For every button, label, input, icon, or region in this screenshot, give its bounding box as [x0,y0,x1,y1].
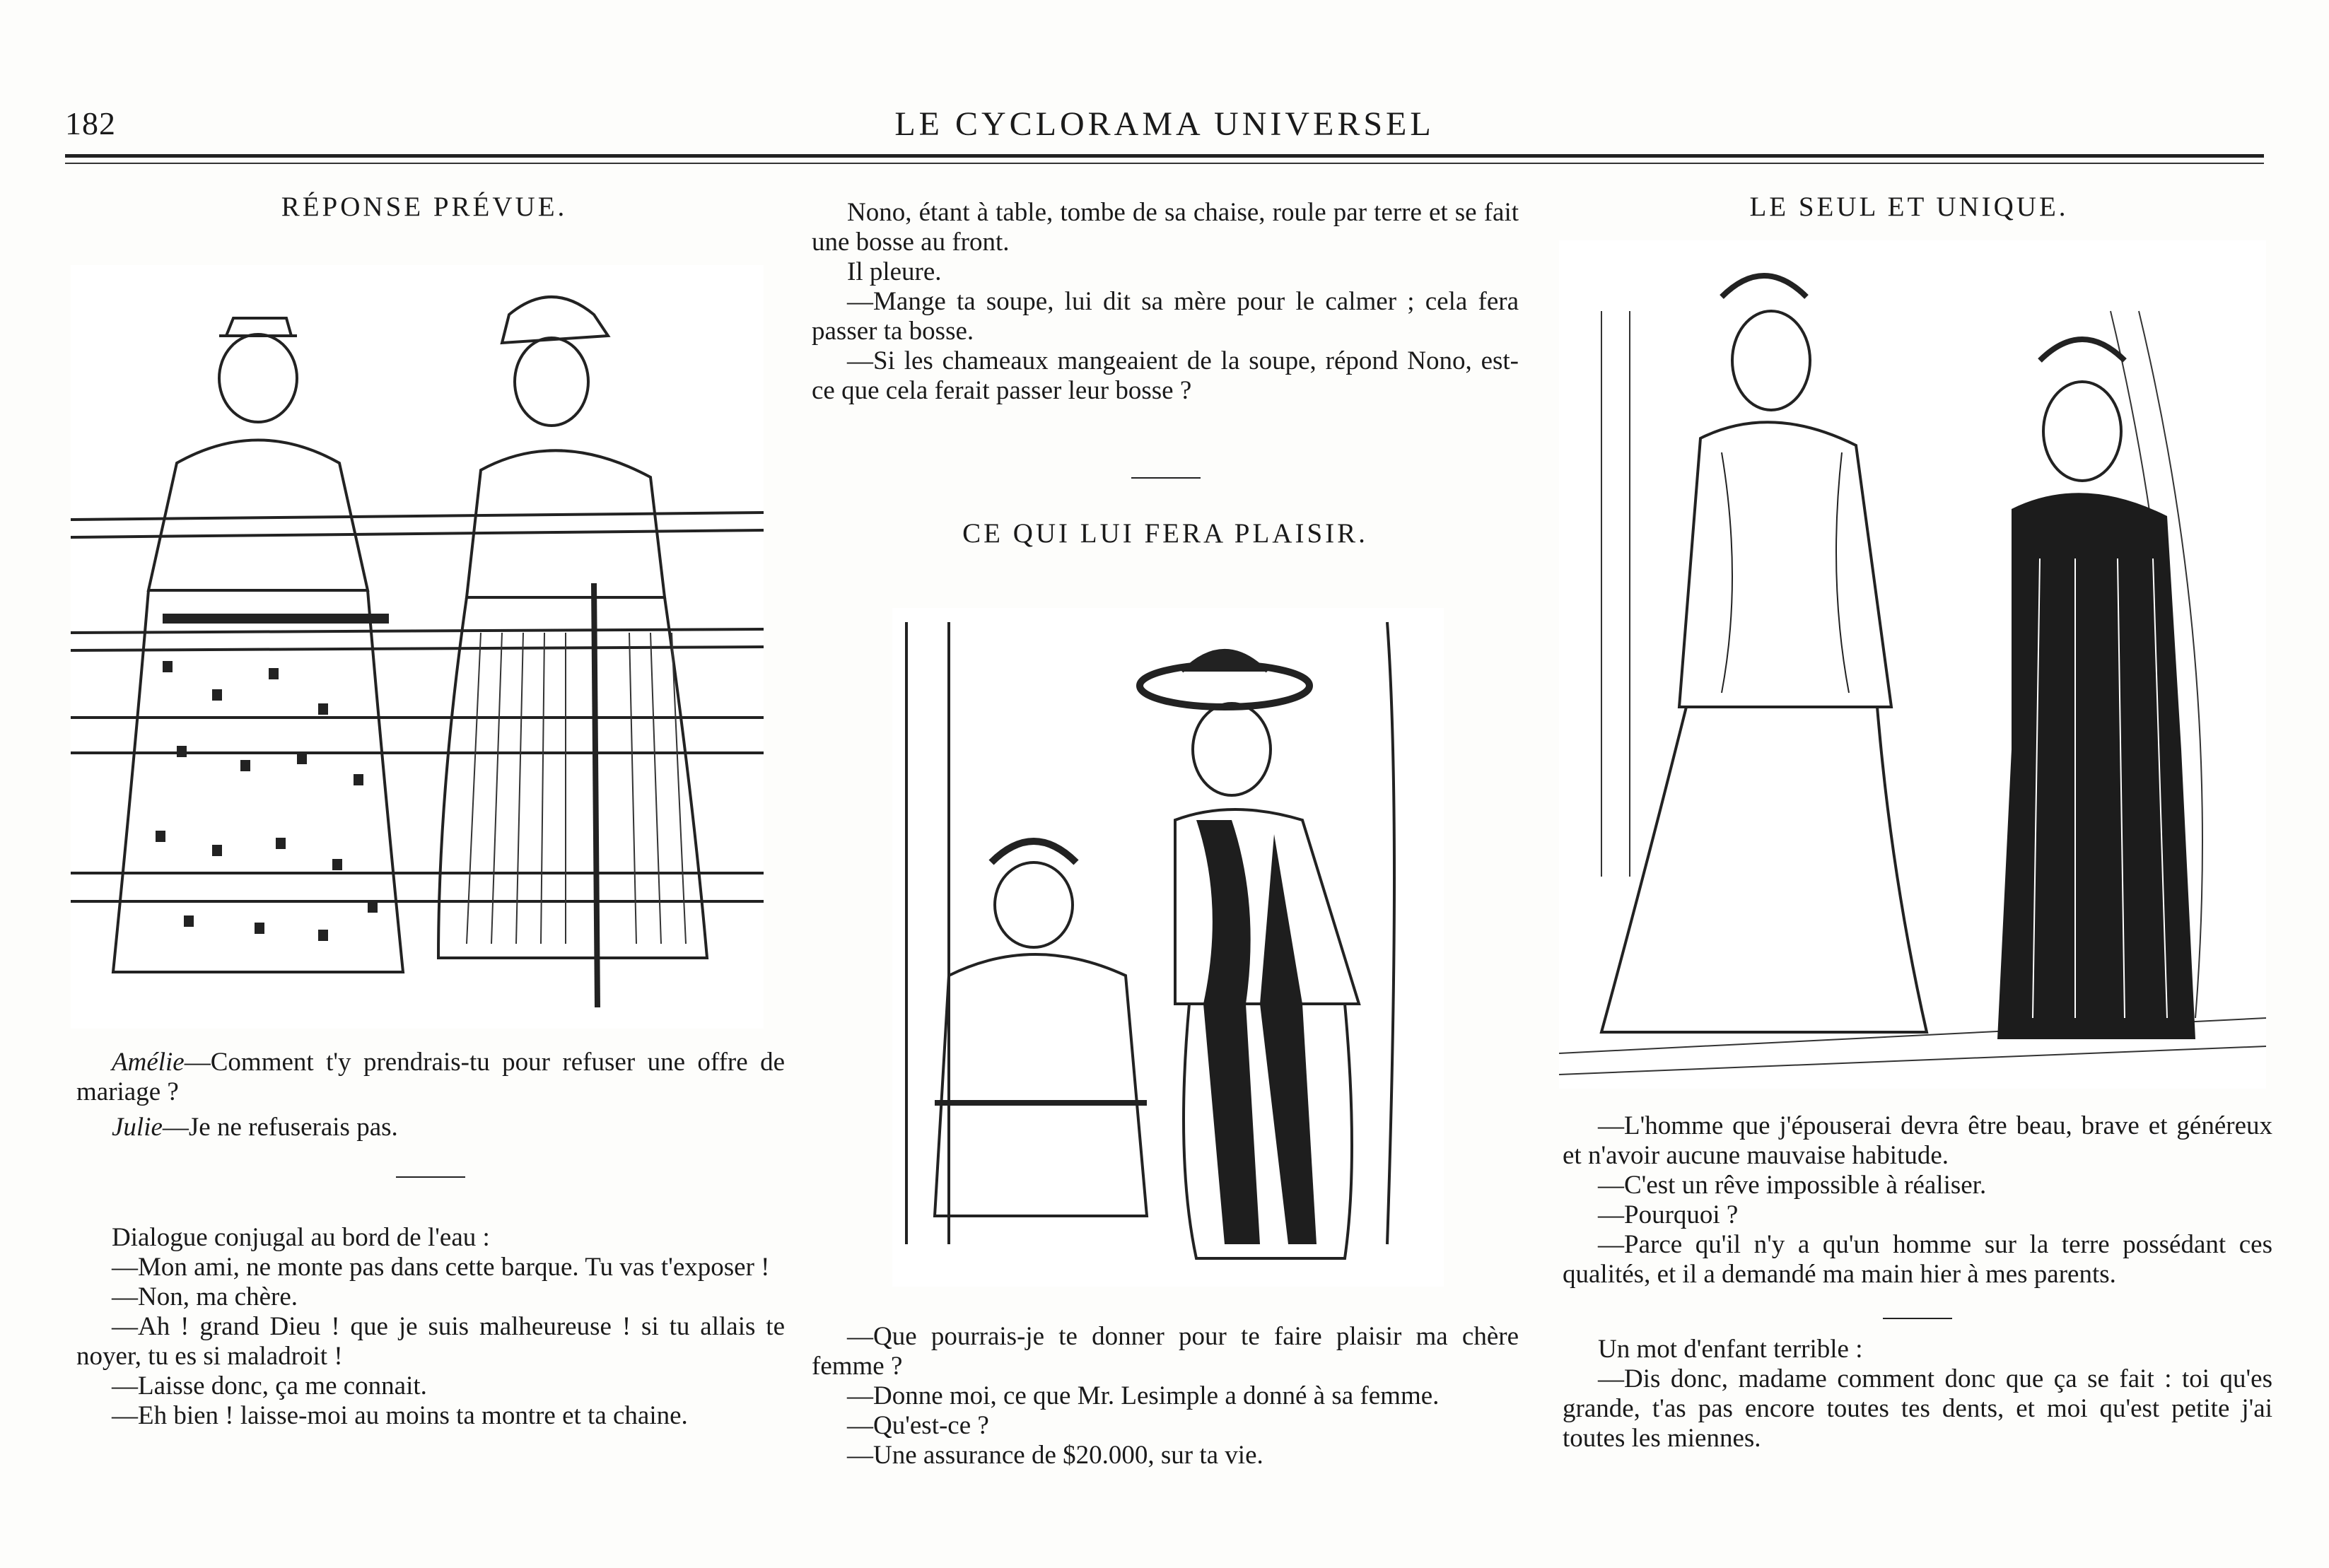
paragraph: —Mange ta soupe, lui dit sa mère pour le calmer ; cela fera passer ta bosse. [812,287,1519,346]
paragraph: —Eh bien ! laisse-moi au moins ta montre et ta chaine. [112,1401,688,1430]
paragraph: Nono, étant à table, tombe de sa chaise, roule par terre et se fait une bosse au front. [812,198,1519,257]
two-women-on-bench-illustration [71,265,764,1029]
two-women-in-gowns-illustration [1559,240,2266,1089]
paragraph: —Ah ! grand Dieu ! que je suis malheureuse ! si tu allais te noyer, tu es si maladroit ! [76,1312,785,1371]
paragraph: —Laisse donc, ça me connait. [112,1371,427,1400]
paragraph: —Que pourrais-je te donner pour te faire plaisir ma chère femme ? [812,1322,1519,1381]
paragraph: —Parce qu'il n'y a qu'un homme sur la terre possédant ces qualités, et il a demandé ma main hier à mes parents. [1563,1230,2272,1289]
dialogue-line-amelie [76,1048,785,1107]
separator-rule [396,1176,465,1178]
paragraph: —Non, ma chère. [112,1282,298,1311]
column-2-story [812,198,1519,406]
speaker-amelie: Amélie [112,1048,185,1077]
paragraph: Un mot d'enfant terrible : [1598,1335,1863,1364]
article-title-le-seul-et-unique: LE SEUL ET UNIQUE. [1749,192,2069,222]
paragraph: —Qu'est-ce ? [847,1411,989,1440]
paragraph: —L'homme que j'épouserai devra être beau, brave et généreux et n'avoir aucune mauvaise habitude. [1563,1111,2272,1170]
line-text: —Comment t'y prendrais-tu pour refuser une offre de mariage ? [76,1048,785,1106]
seated-man-and-standing-woman-illustration [892,608,1444,1287]
separator-rule [1883,1318,1952,1319]
column-1 [71,191,778,223]
line-text: —Je ne refuserais pas. [162,1113,398,1142]
article-title-reponse-prevue: RÉPONSE PRÉVUE. [281,192,568,222]
header-rule [65,154,2264,158]
paragraph: Dialogue conjugal au bord de l'eau : [112,1223,490,1252]
header-rule-thin [65,163,2264,164]
separator-rule [1131,477,1201,479]
paragraph: Il pleure. [847,257,942,286]
column-2-dialogue [812,1322,1519,1470]
column-3-dialogue [1563,1111,2272,1453]
column-1-text [76,1048,785,1431]
dialogue-line-julie [76,1113,785,1142]
speaker-julie: Julie [112,1113,163,1142]
paragraph: —Pourquoi ? [1598,1200,1739,1229]
paragraph: —Une assurance de $20.000, sur ta vie. [847,1441,1263,1470]
running-title: LE CYCLORAMA UNIVERSEL [894,105,1435,143]
column-3-title [1555,191,2263,223]
column-2-title [812,517,1519,549]
paragraph: —C'est un rêve impossible à réaliser. [1598,1171,1987,1200]
paragraph: —Si les chameaux mangeaient de la soupe, répond Nono, est-ce que cela ferait passer leur bosse ? [812,346,1519,405]
page-number: 182 [65,105,116,141]
paragraph: —Mon ami, ne monte pas dans cette barque. Tu vas t'exposer ! [112,1253,770,1282]
paragraph: —Donne moi, ce que Mr. Lesimple a donné à sa femme. [847,1381,1440,1410]
article-title-ce-qui-lui-fera-plaisir: CE QUI LUI FERA PLAISIR. [962,518,1368,549]
paragraph: —Dis donc, madame comment donc que ça se fait : toi qu'es grande, t'as pas encore toutes tes dents, et moi qu'est petite j'ai toutes les miennes. [1563,1364,2272,1453]
